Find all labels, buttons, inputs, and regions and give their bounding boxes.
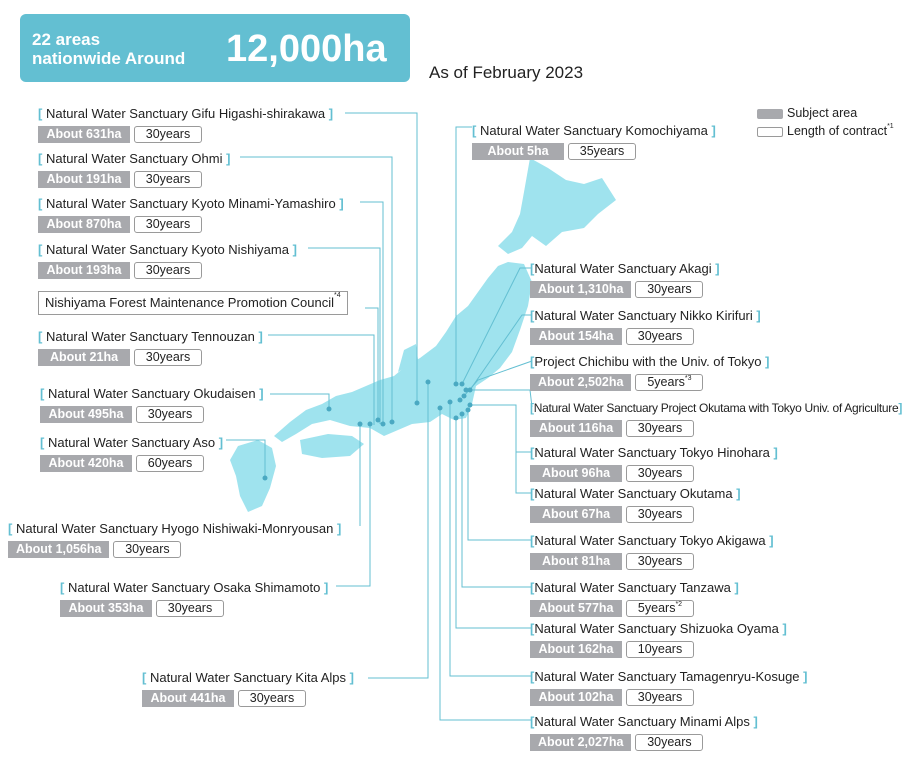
- site-nikko: [Natural Water Sanctuary Nikko Kirifuri ] About 154ha 30years: [530, 308, 761, 343]
- site-komochiyama: [ Natural Water Sanctuary Komochiyama ] About 5ha 35years: [472, 123, 716, 158]
- site-chichibu: [Project Chichibu with the Univ. of Tokyo ] About 2,502ha 5years$^{*3}$: [530, 354, 770, 389]
- council-box: Nishiyama Forest Maintenance Promotion Council$^{*4}$: [38, 291, 348, 315]
- site-akigawa: [Natural Water Sanctuary Tokyo Akigawa ] About 81ha 30years: [530, 533, 774, 568]
- site-ohmi: [ Natural Water Sanctuary Ohmi ] About 191ha 30years: [38, 151, 231, 186]
- site-tanzawa: [Natural Water Sanctuary Tanzawa ] About 577ha 5years$^{*2}$: [530, 580, 739, 615]
- site-gifu: [ Natural Water Sanctuary Gifu Higashi-shirakawa ] About 631ha 30years: [38, 106, 334, 141]
- site-osaka: [ Natural Water Sanctuary Osaka Shimamoto ] About 353ha 30years: [60, 580, 329, 615]
- site-tamagenryu: [Natural Water Sanctuary Tamagenryu-Kosuge ] About 102ha 30years: [530, 669, 808, 704]
- total-area: 12,000ha: [226, 28, 387, 70]
- legend-subject-area: Subject area: [757, 105, 894, 122]
- site-kita-alps: [ Natural Water Sanctuary Kita Alps ] About 441ha 30years: [142, 670, 354, 705]
- site-hinohara: [Natural Water Sanctuary Tokyo Hinohara ] About 96ha 30years: [530, 445, 778, 480]
- site-okudaisen: [ Natural Water Sanctuary Okudaisen ] About 495ha 30years: [40, 386, 264, 421]
- site-tennouzan: [ Natural Water Sanctuary Tennouzan ] About 21ha 30years: [38, 329, 263, 364]
- site-aso: [ Natural Water Sanctuary Aso ] About 420ha 60years: [40, 435, 224, 470]
- site-akagi: [Natural Water Sanctuary Akagi ] About 1,310ha 30years: [530, 261, 720, 296]
- site-minami-alps: [Natural Water Sanctuary Minami Alps ] About 2,027ha 30years: [530, 714, 758, 749]
- site-okutama: [Natural Water Sanctuary Okutama ] About 67ha 30years: [530, 486, 741, 521]
- site-hyogo: [ Natural Water Sanctuary Hyogo Nishiwaki-Monryousan ] About 1,056ha 30years: [8, 521, 342, 556]
- legend-contract-length: Length of contract$^{*1}$: [757, 123, 894, 140]
- site-kyoto-nishiyama: [ Natural Water Sanctuary Kyoto Nishiyama ] About 193ha 30years: [38, 242, 297, 277]
- areas-count: 22 areas nationwide Around: [32, 30, 186, 68]
- site-shizuoka-oyama: [Natural Water Sanctuary Shizuoka Oyama ] About 162ha 10years: [530, 621, 787, 656]
- as-of-date: As of February 2023: [429, 63, 584, 82]
- legend: [757, 105, 894, 141]
- site-kyoto-minami-yamashiro: [ Natural Water Sanctuary Kyoto Minami-Yamashiro ] About 870ha 30years: [38, 196, 344, 231]
- site-okutama-project: [Natural Water Sanctuary Project Okutama with Tokyo Univ. of Agriculture] About 116ha 30years: [530, 401, 903, 435]
